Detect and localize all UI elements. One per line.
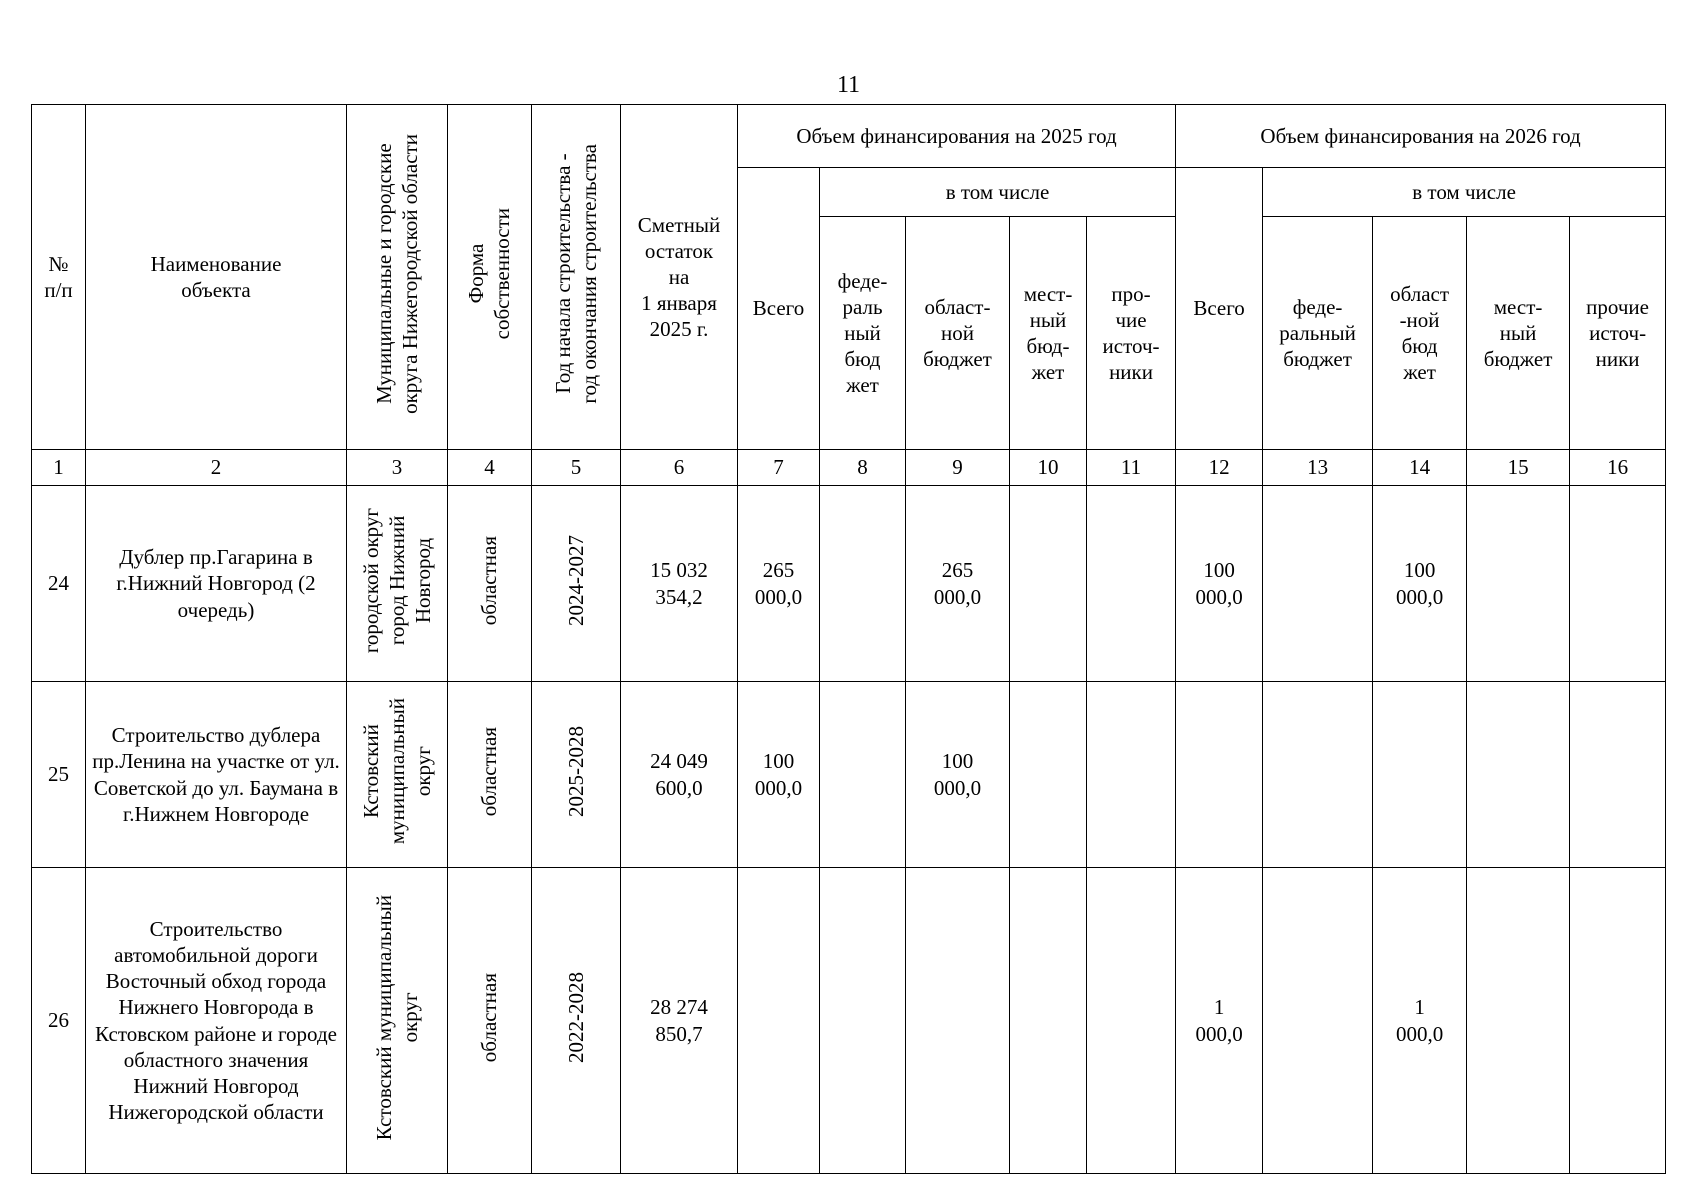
row-municipality-text: Кстовский муниципальный округ xyxy=(358,698,436,845)
row-other-2025 xyxy=(1087,682,1176,868)
column-number: 4 xyxy=(448,450,532,486)
row-local-2026 xyxy=(1467,868,1570,1174)
header-row-1 xyxy=(32,105,1666,168)
header-fin-2025: Объем финансирования на 2025 год xyxy=(738,105,1176,168)
column-number: 9 xyxy=(906,450,1010,486)
row-other-2026 xyxy=(1570,682,1666,868)
header-federal-2026 xyxy=(1263,217,1373,450)
row-ownership xyxy=(448,868,532,1174)
row-ownership xyxy=(448,682,532,868)
row-name: Строительство дублера пр.Ленина на участке от ул. Советской до ул. Баумана в г.Нижнем Новгороде xyxy=(86,682,347,868)
row-local-2025 xyxy=(1010,682,1087,868)
row-municipality xyxy=(347,486,448,682)
header-federal-2026-text: феде- ральный бюджет xyxy=(1279,294,1356,372)
row-regional-2026: 100 000,0 xyxy=(1373,486,1467,682)
row-regional-2025: 265 000,0 xyxy=(906,486,1010,682)
row-ownership-text: областная xyxy=(477,726,502,817)
column-number: 13 xyxy=(1263,450,1373,486)
row-years-text: 2022-2028 xyxy=(563,971,588,1063)
header-municipality xyxy=(347,105,448,450)
header-other-2025 xyxy=(1087,217,1176,450)
row-regional-2025: 100 000,0 xyxy=(906,682,1010,868)
row-total-2026: 1 000,0 xyxy=(1176,868,1263,1174)
row-federal-2026 xyxy=(1263,486,1373,682)
header-including-2026: в том числе xyxy=(1263,168,1666,217)
row-years xyxy=(532,486,621,682)
row-num: 26 xyxy=(32,868,86,1174)
header-local-2026-text: мест- ный бюджет xyxy=(1483,294,1553,372)
header-estimate-text: Сметный остаток на 1 января 2025 г. xyxy=(637,212,721,342)
page-number: 11 xyxy=(836,72,861,98)
table-row xyxy=(32,682,1666,868)
header-local-2026 xyxy=(1467,217,1570,450)
header-including-2025: в том числе xyxy=(820,168,1176,217)
column-number: 8 xyxy=(820,450,906,486)
row-estimate: 28 274 850,7 xyxy=(621,868,738,1174)
header-total-2026: Всего xyxy=(1176,168,1263,450)
header-regional-2025-text: област- ной бюджет xyxy=(923,294,992,372)
row-federal-2025 xyxy=(820,486,906,682)
row-other-2026 xyxy=(1570,486,1666,682)
row-municipality-text: Кстовский муниципальный округ xyxy=(371,894,422,1141)
row-local-2025 xyxy=(1010,868,1087,1174)
row-ownership-text: областная xyxy=(477,972,502,1063)
row-federal-2025 xyxy=(820,868,906,1174)
header-local-2025-text: мест- ный бюд- жет xyxy=(1023,281,1073,385)
header-municipality-text: Муниципальные и городские округа Нижегородской области xyxy=(371,134,422,414)
row-name: Строительство автомобильной дороги Восточный обход города Нижнего Новгорода в Кстовском районе и городе областного значения Нижний Новгород Нижегородской области xyxy=(86,868,347,1174)
header-regional-2025 xyxy=(906,217,1010,450)
investment-table xyxy=(31,104,1666,1174)
header-ownership xyxy=(448,105,532,450)
row-regional-2025 xyxy=(906,868,1010,1174)
row-municipality xyxy=(347,868,448,1174)
header-estimate xyxy=(621,105,738,450)
header-years xyxy=(532,105,621,450)
row-years-text: 2024-2027 xyxy=(563,534,588,626)
column-number: 5 xyxy=(532,450,621,486)
header-name xyxy=(86,105,347,450)
row-federal-2026 xyxy=(1263,868,1373,1174)
row-other-2026 xyxy=(1570,868,1666,1174)
header-regional-2026-text: област -ной бюд жет xyxy=(1390,281,1450,385)
row-other-2025 xyxy=(1087,868,1176,1174)
header-ownership-text: Форма собственности xyxy=(464,208,515,340)
row-local-2026 xyxy=(1467,486,1570,682)
row-regional-2026: 1 000,0 xyxy=(1373,868,1467,1174)
row-name: Дублер пр.Гагарина в г.Нижний Новгород (2 очередь) xyxy=(86,486,347,682)
header-years-text: Год начала строительства - год окончания строительства xyxy=(550,144,601,404)
row-estimate: 15 032 354,2 xyxy=(621,486,738,682)
header-federal-2025-text: феде- раль ный бюд жет xyxy=(837,268,888,398)
row-ownership xyxy=(448,486,532,682)
column-number: 11 xyxy=(1087,450,1176,486)
header-other-2026 xyxy=(1570,217,1666,450)
table-row xyxy=(32,486,1666,682)
column-number: 12 xyxy=(1176,450,1263,486)
row-years-text: 2025-2028 xyxy=(563,725,588,817)
header-federal-2025 xyxy=(820,217,906,450)
row-regional-2026 xyxy=(1373,682,1467,868)
row-total-2026 xyxy=(1176,682,1263,868)
row-federal-2025 xyxy=(820,682,906,868)
header-other-2025-text: про- чие источ- ники xyxy=(1102,281,1160,385)
row-years xyxy=(532,682,621,868)
column-number: 10 xyxy=(1010,450,1087,486)
header-total-2025: Всего xyxy=(738,168,820,450)
row-total-2025: 265 000,0 xyxy=(738,486,820,682)
column-number: 15 xyxy=(1467,450,1570,486)
header-num-text: № п/п xyxy=(44,251,73,302)
column-number: 7 xyxy=(738,450,820,486)
column-number-row xyxy=(32,450,1666,486)
column-number: 6 xyxy=(621,450,738,486)
row-total-2026: 100 000,0 xyxy=(1176,486,1263,682)
header-num xyxy=(32,105,86,450)
header-fin-2026: Объем финансирования на 2026 год xyxy=(1176,105,1666,168)
row-total-2025: 100 000,0 xyxy=(738,682,820,868)
header-regional-2026 xyxy=(1373,217,1467,450)
column-number: 3 xyxy=(347,450,448,486)
column-number: 2 xyxy=(86,450,347,486)
row-local-2025 xyxy=(1010,486,1087,682)
row-estimate: 24 049 600,0 xyxy=(621,682,738,868)
row-municipality xyxy=(347,682,448,868)
column-number: 1 xyxy=(32,450,86,486)
row-local-2026 xyxy=(1467,682,1570,868)
row-other-2025 xyxy=(1087,486,1176,682)
column-number: 14 xyxy=(1373,450,1467,486)
row-ownership-text: областная xyxy=(477,535,502,626)
row-total-2025 xyxy=(738,868,820,1174)
row-num: 25 xyxy=(32,682,86,868)
row-municipality-text: городской округ город Нижний Новгород xyxy=(358,507,436,654)
column-number: 16 xyxy=(1570,450,1666,486)
row-years xyxy=(532,868,621,1174)
header-local-2025 xyxy=(1010,217,1087,450)
table-row xyxy=(32,868,1666,1174)
header-name-text: Наименование объекта xyxy=(150,251,282,302)
header-other-2026-text: прочие источ- ники xyxy=(1586,294,1649,372)
row-federal-2026 xyxy=(1263,682,1373,868)
row-num: 24 xyxy=(32,486,86,682)
